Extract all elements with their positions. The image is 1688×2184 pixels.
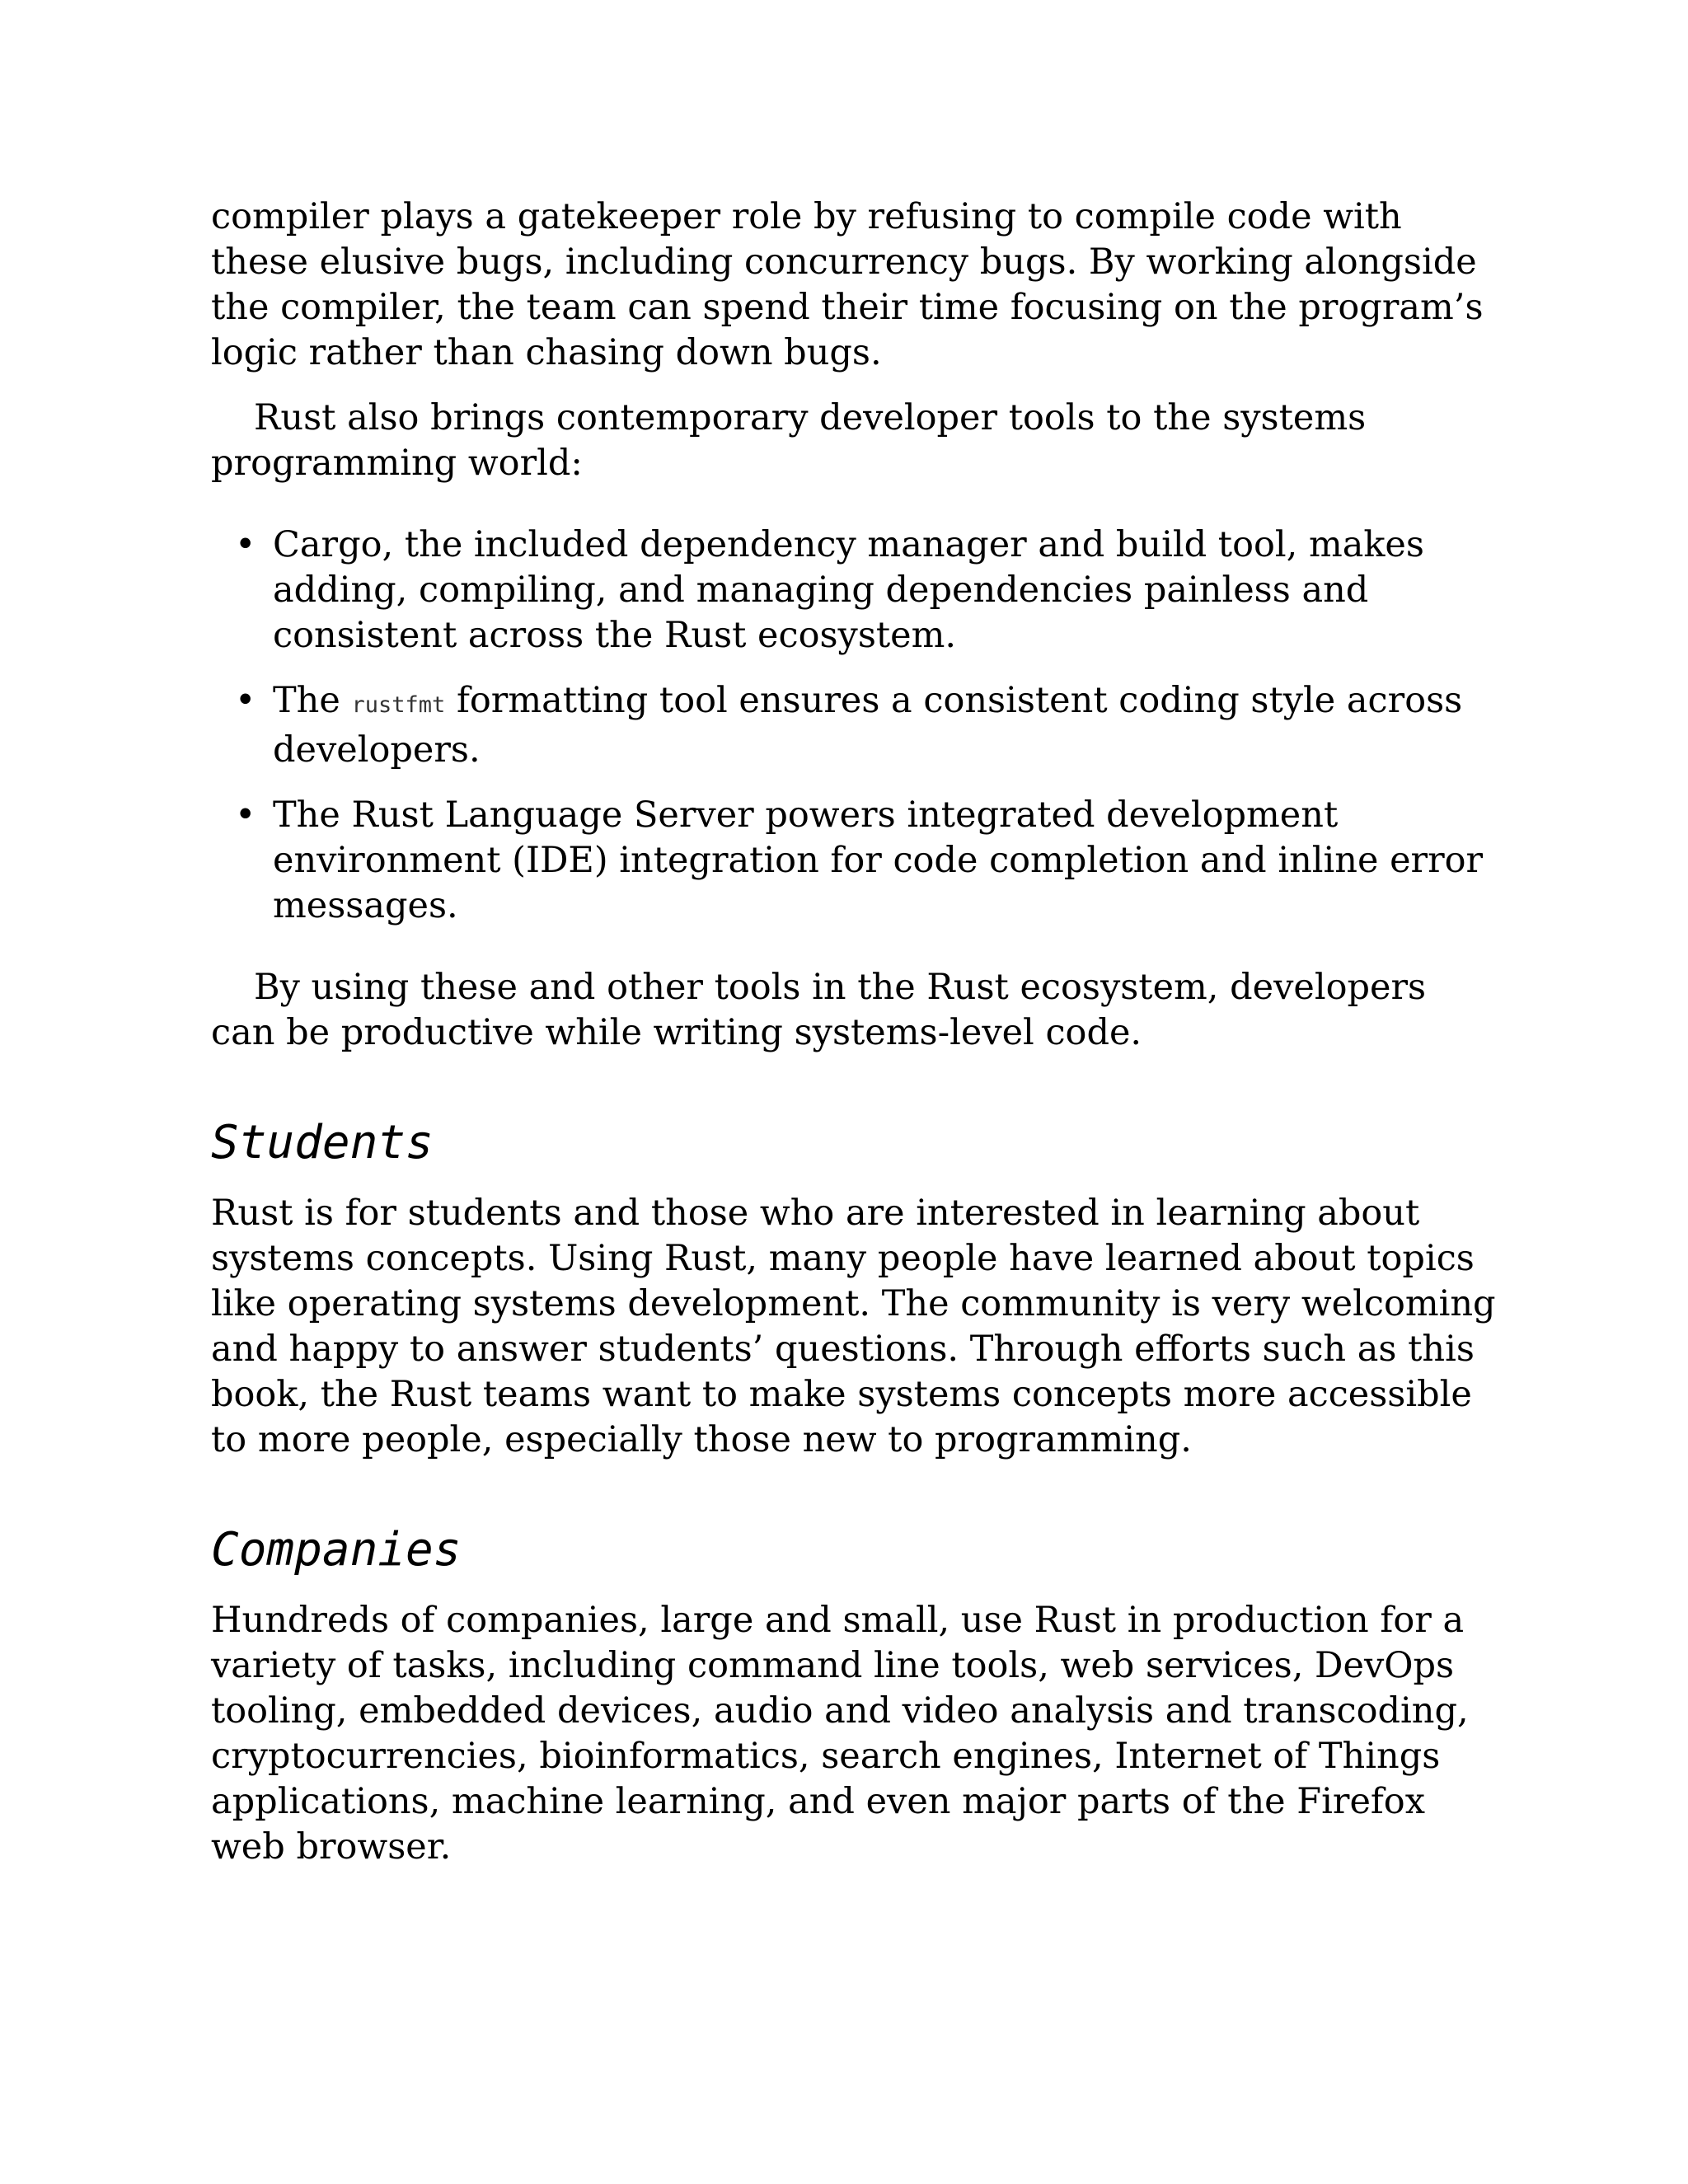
tools-closing-paragraph: By using these and other tools in the Rust ecosystem, developers can be productive while writing systems-level code. <box>211 967 1427 1053</box>
inline-code-rustfmt: rustfmt <box>351 692 446 718</box>
section-heading-companies: Companies <box>211 1523 462 1577</box>
list-item <box>211 523 1497 658</box>
list-item <box>211 793 1497 929</box>
tools-intro-paragraph: Rust also brings contemporary developer tools to the systems programming world: <box>211 397 1367 484</box>
section-heading-students: Students <box>211 1116 434 1169</box>
students-paragraph: Rust is for students and those who are interested in learning about systems concepts. Using Rust, many people have learned about topics like operating systems development. The community is very welcoming and happy to answer students’ questions. Through efforts such as this book, the Rust teams want to make systems concepts more accessible to more people, especially those new to programming. <box>211 1193 1496 1460</box>
companies-paragraph: Hundreds of companies, large and small, use Rust in production for a variety of tasks, including command line tools, web services, DevOps tooling, embedded devices, audio and video analysis and transcoding, cryptocurrencies, bioinformatics, search engines, Internet of Things applications, machine learning, and even major parts of the Firefox web browser. <box>211 1600 1469 1868</box>
intro-paragraph: compiler plays a gatekeeper role by refusing to compile code with these elusive bugs, including concurrency bugs. By working alongside the compiler, the team can spend their time focusing on the program’s logic rather than chasing down bugs. <box>211 196 1484 373</box>
tools-bullet-list <box>211 523 1497 929</box>
bullet-text-rustfmt-before: The <box>273 680 352 721</box>
bullet-icon: • <box>235 524 256 565</box>
bullet-text-rustfmt-after: formatting tool ensures a consistent coding style across developers. <box>273 680 1463 771</box>
bullet-icon: • <box>235 794 256 836</box>
bullet-text-cargo: Cargo, the included dependency manager and build tool, makes adding, compiling, and managing dependencies painless and consistent across the Rust ecosystem. <box>273 524 1424 656</box>
document-page <box>211 194 1497 1870</box>
bullet-text-language-server: The Rust Language Server powers integrated development environment (IDE) integration for code completion and inline error messages. <box>273 794 1484 926</box>
list-item <box>211 678 1497 773</box>
bullet-icon: • <box>235 680 256 721</box>
